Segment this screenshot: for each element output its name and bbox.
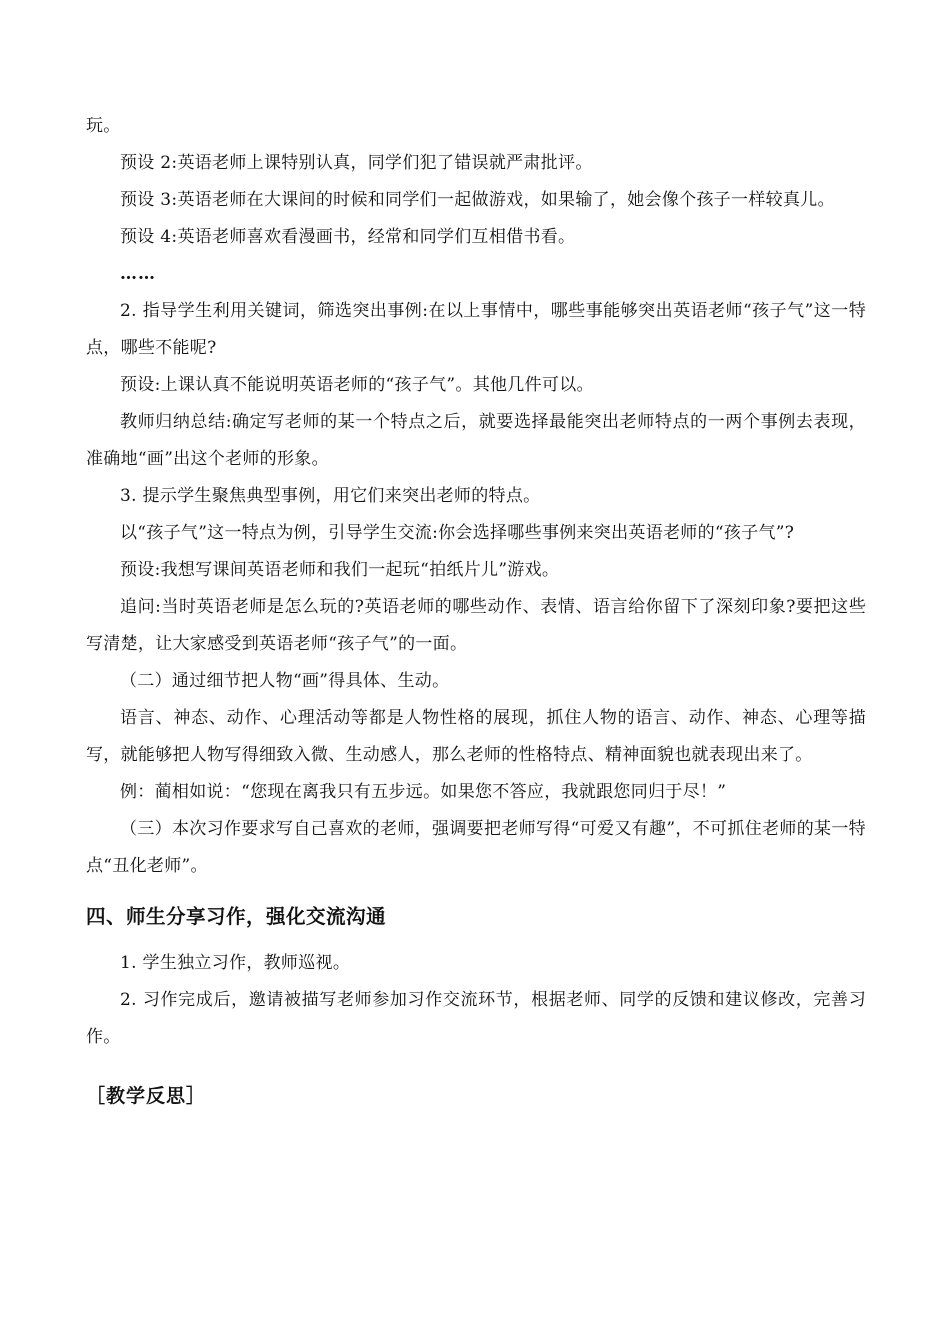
section-4-heading: 四、师生分享习作，强化交流沟通 xyxy=(86,905,387,928)
paragraph-preset-2: 预设 2:英语老师上课特别认真，同学们犯了错误就严肃批评。 xyxy=(120,153,593,173)
paragraph-preset-answer: 预设:上课认真不能说明英语老师的“孩子气”。其他几件可以。 xyxy=(120,375,594,395)
paragraph-subsection-2: （二）通过细节把人物“画”得具体、生动。 xyxy=(120,671,450,691)
paragraph-preset-4: 预设 4:英语老师喜欢看漫画书，经常和同学们互相借书看。 xyxy=(120,227,576,247)
paragraph-subsection-3: （三）本次习作要求写自己喜欢的老师，强调要把老师写得“可爱又有趣”，不可抓住老师的某一特点“丑化老师”。 xyxy=(86,819,866,876)
paragraph-ellipsis: …… xyxy=(120,264,156,284)
paragraph-details: 语言、神态、动作、心理活动等都是人物性格的展现，抓住人物的语言、动作、神态、心理等描写，就能够把人物写得细致入微、生动感人，那么老师的性格特点、精神面貌也就表现出来了。 xyxy=(86,708,866,765)
section-4-item-2: 2. 习作完成后，邀请被描写老师参加习作交流环节，根据老师、同学的反馈和建议修改，完善习作。 xyxy=(86,990,866,1047)
paragraph-continuation: 玩。 xyxy=(86,116,121,136)
paragraph-example-guide: 以“孩子气”这一特点为例，引导学生交流:你会选择哪些事例来突出英语老师的“孩子气”? xyxy=(120,523,795,543)
paragraph-step-3: 3. 提示学生聚焦典型事例，用它们来突出老师的特点。 xyxy=(120,486,541,506)
section-4-item-1: 1. 学生独立习作，教师巡视。 xyxy=(120,953,351,973)
paragraph-example-quote: 例：蔺相如说：“您现在离我只有五步远。如果您不答应，我就跟您同归于尽！” xyxy=(120,782,727,802)
paragraph-preset-game: 预设:我想写课间英语老师和我们一起玩“拍纸片儿”游戏。 xyxy=(120,560,560,580)
reflection-heading: ［教学反思］ xyxy=(86,1085,207,1107)
paragraph-teacher-summary: 教师归纳总结:确定写老师的某一个特点之后，就要选择最能突出老师特点的一两个事例去表现，准确地“画”出这个老师的形象。 xyxy=(86,412,866,469)
paragraph-preset-3: 预设 3:英语老师在大课间的时候和同学们一起做游戏，如果输了，她会像个孩子一样较真儿。 xyxy=(120,190,835,210)
paragraph-follow-up: 追问:当时英语老师是怎么玩的?英语老师的哪些动作、表情、语言给你留下了深刻印象?要把这些写清楚，让大家感受到英语老师“孩子气”的一面。 xyxy=(86,597,866,654)
paragraph-step-2: 2. 指导学生利用关键词，筛选突出事例:在以上事情中，哪些事能够突出英语老师“孩子气”这一特点，哪些不能呢? xyxy=(86,301,866,358)
document-page xyxy=(86,108,866,1116)
